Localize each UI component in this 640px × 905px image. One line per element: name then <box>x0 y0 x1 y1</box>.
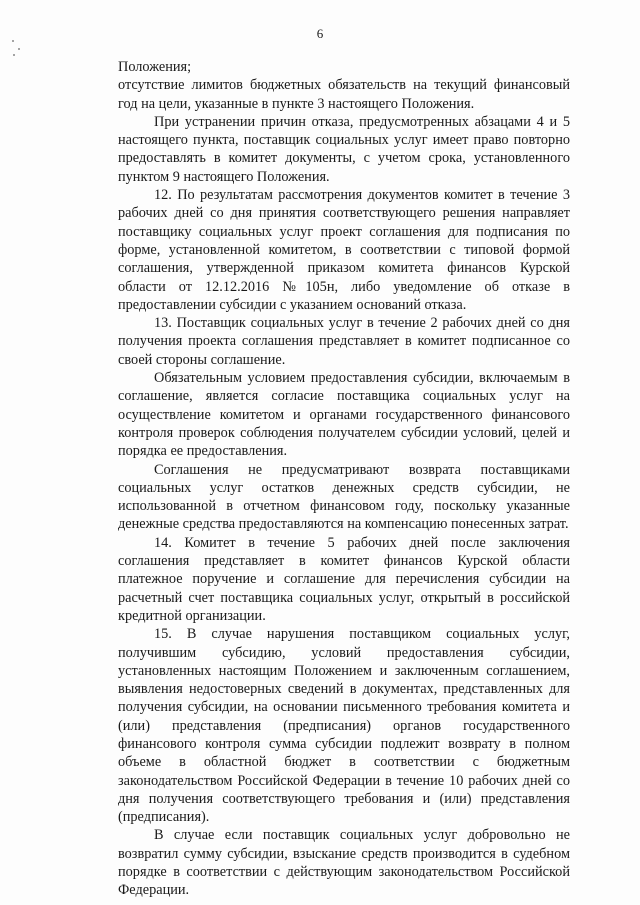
paragraph-item-15: 15. В случае нарушения поставщиком социальных услуг, получившим субсидию, условий предоставления субсидии, установленных настоящим Положением и заключенным соглашением, выявления недостоверных сведений в документах, представленных для получения субсидии, на основании письменного требования комитета и (или) представления (предписания) органов государственного финансового контроля сумма субсидии подлежит возврату в полном объеме в областной бюджет в соответствии с бюджетным законодательством Российской Федерации в течение 10 рабочих дней со дня получения соответствующего требования и (или) представления (предписания). <box>118 626 570 826</box>
paragraph-item-12: 12. По результатам рассмотрения документов комитет в течение 3 рабочих дней со дня принятия соответствующего решения направляет поставщику социальных услуг проект соглашения для подписания по форме, установленной комитетом, в соответствии с типовой формой соглашения, утвержденной приказом комитета финансов Курской области от 12.12.2016 №105н, либо уведомление об отказе в предоставлении субсидии с указанием оснований отказа. <box>118 187 570 313</box>
paragraph-continuation-1: Положения; <box>118 59 192 75</box>
document-body <box>118 58 570 900</box>
scan-margin-marks <box>10 38 24 58</box>
paragraph-item-13: 13. Поставщик социальных услуг в течение 2 рабочих дней со дня получения проекта соглашения представляет в комитет подписанное со своей стороны соглашение. <box>118 315 570 368</box>
paragraph-mandatory-condition: Обязательным условием предоставления субсидии, включаемым в соглашение, является согласие поставщика социальных услуг на осуществление комитетом и органами государственного финансового контроля проверок соблюдения получателем субсидии условий, целей и порядка ее предоставления. <box>118 370 570 460</box>
paragraph-court-recovery: В случае если поставщик социальных услуг добровольно не возвратил сумму субсидии, взыскание средств производится в судебном порядке в соответствии с действующим законодательством Российской Федерации. <box>118 827 570 899</box>
paragraph-no-return: Соглашения не предусматривают возврата поставщиками социальных услуг остатков денежных средств субсидии, не использованной в отчетном финансовом году, поскольку указанные денежные средства предоставляются на компенсацию понесенных затрат. <box>118 461 570 533</box>
page-number: 6 <box>316 26 324 41</box>
paragraph-continuation-2: отсутствие лимитов бюджетных обязательств на текущий финансовый год на цели, указанные в пункте 3 настоящего Положения. <box>118 77 570 112</box>
paragraph-item-14: 14. Комитет в течение 5 рабочих дней после заключения соглашения представляет в комитет финансов Курской области платежное поручение и соглашение для перечисления субсидии на расчетный счет поставщика социальных услуг, открытый в российской кредитной организации. <box>118 534 570 624</box>
paragraph-refusal-remedy: При устранении причин отказа, предусмотренных абзацами 4 и 5 настоящего пункта, поставщик социальных услуг имеет право повторно предоставлять в комитет документы, с учетом срока, установленного пунктом 9 настоящего Положения. <box>118 113 570 185</box>
